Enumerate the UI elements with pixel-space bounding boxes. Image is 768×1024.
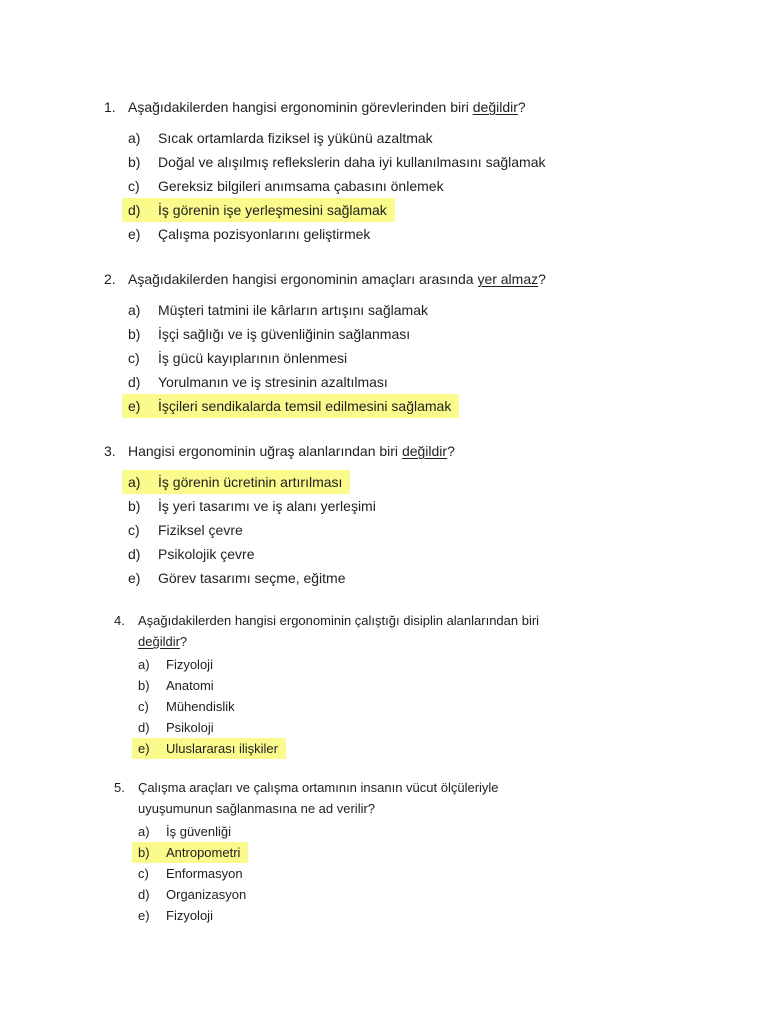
option-text: Sıcak ortamlarda fiziksel iş yükünü azaltmak (158, 130, 433, 146)
question-2 (104, 270, 704, 418)
option-c (128, 346, 704, 370)
option-b (128, 494, 704, 518)
option-d (138, 717, 714, 738)
option-letter: c) (138, 699, 149, 714)
option-letter: b) (138, 678, 150, 693)
option-text: İşçi sağlığı ve iş güvenliğinin sağlanması (158, 326, 411, 342)
option-a (138, 654, 714, 675)
option-letter: d) (138, 720, 150, 735)
option-letter: e) (128, 398, 141, 414)
option-letter: a) (128, 474, 141, 490)
option-letter: b) (128, 326, 141, 342)
option-d (138, 884, 714, 905)
option-d (128, 370, 704, 394)
question-text: Aşağıdakilerden hangisi ergonominin görevlerinden biri (128, 99, 473, 115)
emphasis-text: yer almaz (477, 271, 539, 287)
option-text: Çalışma pozisyonlarını geliştirmek (158, 226, 371, 242)
option-a (128, 470, 704, 494)
option-text: Gereksiz bilgileri anımsama çabasını önlemek (158, 178, 444, 194)
option-c (138, 863, 714, 884)
option-b (128, 322, 704, 346)
option-letter: e) (128, 570, 141, 586)
option-b (128, 150, 704, 174)
option-letter: d) (128, 202, 141, 218)
question-number: 4. (114, 613, 125, 628)
option-a (128, 126, 704, 150)
option-text: Uluslararası ilişkiler (166, 741, 278, 756)
question-stem (114, 777, 714, 819)
options-list (128, 298, 704, 418)
option-text: İş gücü kayıplarının önlenmesi (158, 350, 348, 366)
emphasis-text: değildir (138, 634, 180, 649)
question-3 (104, 442, 704, 590)
option-e (138, 738, 714, 759)
question-stem: 3. Hangisi ergonominin uğraş alanlarından biri değildir? (104, 443, 455, 459)
option-e (128, 566, 704, 590)
question-stem: 4. Aşağıdakilerden hangisi ergonominin çalıştığı disiplin alanlarından biri değildir? (114, 610, 714, 652)
option-d (128, 198, 704, 222)
options-list (128, 126, 704, 246)
option-b (138, 842, 714, 863)
option-text: Müşteri tatmini ile kârların artışını sağlamak (158, 302, 428, 318)
option-text: Görev tasarımı seçme, eğitme (158, 570, 346, 586)
highlighted-answer (122, 198, 395, 222)
option-letter: c) (128, 178, 140, 194)
option-letter: d) (138, 887, 150, 902)
option-text: Psikolojik çevre (158, 546, 255, 562)
option-letter: e) (128, 226, 141, 242)
question-stem: 2. Aşağıdakilerden hangisi ergonominin amaçları arasında yer almaz? (104, 271, 546, 287)
option-text: İş güvenliği (166, 824, 232, 839)
question-text-line2: uyuşumunun sağlanmasına ne ad verilir? (138, 801, 376, 816)
highlighted-answer (132, 738, 286, 759)
question-number: 1. (104, 99, 116, 115)
question-text: Aşağıdakilerden hangisi ergonominin amaçları arasında (128, 271, 478, 287)
highlighted-answer (132, 842, 248, 863)
option-text: İş görenin ücretinin artırılması (158, 474, 343, 490)
option-letter: c) (128, 350, 140, 366)
option-letter: b) (138, 845, 150, 860)
option-c (138, 696, 714, 717)
option-c (128, 174, 704, 198)
question-1 (104, 98, 704, 246)
option-text: İş görenin işe yerleşmesini sağlamak (158, 202, 387, 218)
options-list (138, 654, 714, 759)
option-letter: e) (138, 908, 150, 923)
option-text: Enformasyon (166, 866, 243, 881)
option-c (128, 518, 704, 542)
option-e (138, 905, 714, 926)
option-text: Anatomi (166, 678, 214, 693)
option-text: Yorulmanın ve iş stresinin azaltılması (158, 374, 388, 390)
options-list (138, 821, 714, 926)
option-letter: c) (128, 522, 140, 538)
option-text: İş yeri tasarımı ve iş alanı yerleşimi (158, 498, 376, 514)
question-stem: 1. Aşağıdakilerden hangisi ergonominin görevlerinden biri değildir? (104, 99, 526, 115)
question-5 (114, 777, 714, 926)
option-letter: d) (128, 546, 141, 562)
option-b (138, 675, 714, 696)
highlighted-answer (122, 394, 459, 418)
option-letter: b) (128, 154, 141, 170)
question-text: Çalışma araçları ve çalışma ortamının insanın vücut ölçüleriyle (138, 780, 499, 795)
question-text: Aşağıdakilerden hangisi ergonominin çalıştığı disiplin alanlarından biri (138, 613, 540, 628)
option-text: Psikoloji (166, 720, 214, 735)
option-a (138, 821, 714, 842)
option-text: Fizyoloji (166, 908, 213, 923)
option-a (128, 298, 704, 322)
option-text: Fiziksel çevre (158, 522, 243, 538)
options-list (128, 470, 704, 590)
question-number: 5. (114, 780, 125, 795)
option-text: Mühendislik (166, 699, 235, 714)
question-number: 2. (104, 271, 116, 287)
option-letter: e) (138, 741, 150, 756)
option-text: Doğal ve alışılmış reflekslerin daha iyi kullanılmasını sağlamak (158, 154, 546, 170)
option-text: İşçileri sendikalarda temsil edilmesini sağlamak (158, 398, 452, 414)
option-letter: a) (128, 302, 141, 318)
option-d (128, 542, 704, 566)
option-letter: a) (138, 657, 150, 672)
option-letter: a) (138, 824, 150, 839)
option-e (128, 222, 704, 246)
option-text: Organizasyon (166, 887, 247, 902)
question-text: Hangisi ergonominin uğraş alanlarından biri (128, 443, 402, 459)
question-4 (114, 610, 714, 759)
question-number: 3. (104, 443, 116, 459)
emphasis-text: değildir (472, 99, 518, 115)
option-text: Antropometri (166, 845, 241, 860)
option-letter: c) (138, 866, 149, 881)
option-letter: a) (128, 130, 141, 146)
option-text: Fizyoloji (166, 657, 213, 672)
option-e (128, 394, 704, 418)
highlighted-answer (122, 470, 350, 494)
emphasis-text: değildir (401, 443, 448, 459)
option-letter: b) (128, 498, 141, 514)
option-letter: d) (128, 374, 141, 390)
